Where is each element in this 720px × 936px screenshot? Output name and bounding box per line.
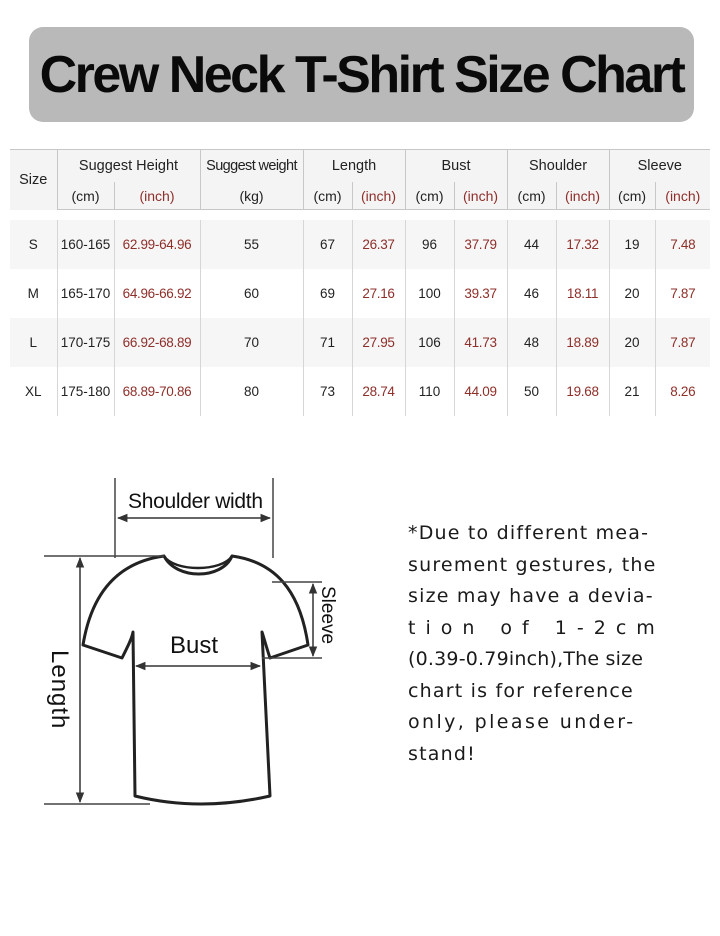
weight-cell: 80 xyxy=(200,367,303,416)
length-inch-cell: 27.16 xyxy=(352,269,405,318)
length-cm-cell: 67 xyxy=(303,220,352,269)
note-line: tion of 1-2cm xyxy=(408,616,665,639)
unit-inch: (inch) xyxy=(352,182,405,210)
height-header: Suggest Height xyxy=(57,150,200,183)
unit-inch: (inch) xyxy=(454,182,507,210)
shoulder-cm-cell: 46 xyxy=(507,269,556,318)
note-line: surement gestures, the xyxy=(408,553,657,576)
bust-label: Bust xyxy=(170,632,219,659)
unit-cm: (cm) xyxy=(57,182,114,210)
sleeve-header: Sleeve xyxy=(609,150,710,183)
shoulder-header: Shoulder xyxy=(507,150,609,183)
height-cm-cell: 170-175 xyxy=(57,318,114,367)
sleeve-cm-cell: 19 xyxy=(609,220,655,269)
shoulder-inch-cell: 19.68 xyxy=(556,367,609,416)
bust-cm-cell: 96 xyxy=(405,220,454,269)
shoulder-inch-cell: 18.89 xyxy=(556,318,609,367)
shoulder-inch-cell: 17.32 xyxy=(556,220,609,269)
note-line: stand! xyxy=(408,742,476,765)
note-line: (0.39-0.79inch),The size xyxy=(408,648,644,670)
bust-header: Bust xyxy=(405,150,507,183)
length-inch-cell: 28.74 xyxy=(352,367,405,416)
shoulder-cm-cell: 48 xyxy=(507,318,556,367)
table-row xyxy=(10,220,710,269)
sleeve-inch-cell: 8.26 xyxy=(655,367,710,416)
unit-cm: (cm) xyxy=(507,182,556,210)
weight-cell: 60 xyxy=(200,269,303,318)
note-line: size may have a devia- xyxy=(408,585,654,607)
tshirt-outline xyxy=(83,556,308,804)
table-row xyxy=(10,318,710,367)
shoulder-cm-cell: 50 xyxy=(507,367,556,416)
size-cell: M xyxy=(27,286,39,301)
bust-inch-cell: 41.73 xyxy=(454,318,507,367)
length-inch-cell: 26.37 xyxy=(352,220,405,269)
sleeve-cm-cell: 20 xyxy=(609,269,655,318)
length-cm-cell: 73 xyxy=(303,367,352,416)
measurement-note xyxy=(408,518,665,770)
height-inch-cell: 64.96-66.92 xyxy=(114,269,200,318)
shoulder-cm-cell: 44 xyxy=(507,220,556,269)
bust-cm-cell: 110 xyxy=(405,367,454,416)
size-cell: L xyxy=(10,318,57,367)
size-cell: S xyxy=(10,220,57,269)
weight-cell: 55 xyxy=(200,220,303,269)
sleeve-inch-cell: 7.87 xyxy=(655,318,710,367)
note-line: only, please under- xyxy=(408,711,636,733)
unit-inch: (inch) xyxy=(655,182,710,210)
size-cell: XL xyxy=(24,384,42,399)
unit-cm: (cm) xyxy=(303,182,352,210)
height-inch-cell: 68.89-70.86 xyxy=(114,367,200,416)
shoulder-inch-cell: 18.11 xyxy=(556,269,609,318)
sleeve-cm-cell: 20 xyxy=(609,318,655,367)
unit-inch: (inch) xyxy=(114,182,200,210)
length-cm-cell: 71 xyxy=(303,318,352,367)
unit-cm: (cm) xyxy=(609,182,655,210)
height-cm-cell: 160-165 xyxy=(57,220,114,269)
length-cm-cell: 69 xyxy=(303,269,352,318)
note-line: chart is for reference xyxy=(408,679,634,702)
title-banner xyxy=(29,27,694,122)
height-inch-cell: 62.99-64.96 xyxy=(114,220,200,269)
unit-inch: (inch) xyxy=(556,182,609,210)
unit-kg: (kg) xyxy=(200,182,303,210)
bust-inch-cell: 37.79 xyxy=(454,220,507,269)
sleeve-inch-cell: 7.87 xyxy=(655,269,710,318)
bust-inch-cell: 39.37 xyxy=(454,269,507,318)
bust-cm-cell: 106 xyxy=(405,318,454,367)
length-label: Length xyxy=(46,650,73,730)
weight-cell: 70 xyxy=(200,318,303,367)
size-header: Size xyxy=(10,150,57,210)
note-line: *Due to different mea- xyxy=(408,522,650,544)
page-title: Crew Neck T-Shirt Size Chart xyxy=(39,45,684,104)
height-inch-cell: 66.92-68.89 xyxy=(114,318,200,367)
length-header: Length xyxy=(303,150,405,183)
bust-inch-cell: 44.09 xyxy=(454,367,507,416)
height-cm-cell: 165-170 xyxy=(57,269,114,318)
height-cm-cell: 175-180 xyxy=(57,367,114,416)
unit-cm: (cm) xyxy=(405,182,454,210)
sleeve-inch-cell: 7.48 xyxy=(655,220,710,269)
sleeve-label: Sleeve xyxy=(317,586,338,645)
weight-header: Suggest weight xyxy=(200,150,303,183)
measure-arrows xyxy=(80,518,313,802)
length-inch-cell: 27.95 xyxy=(352,318,405,367)
bust-cm-cell: 100 xyxy=(405,269,454,318)
table-row xyxy=(10,367,710,416)
table-row xyxy=(10,269,710,318)
sleeve-cm-cell: 21 xyxy=(609,367,655,416)
size-table xyxy=(10,149,710,416)
shoulder-width-label: Shoulder width xyxy=(128,490,263,513)
